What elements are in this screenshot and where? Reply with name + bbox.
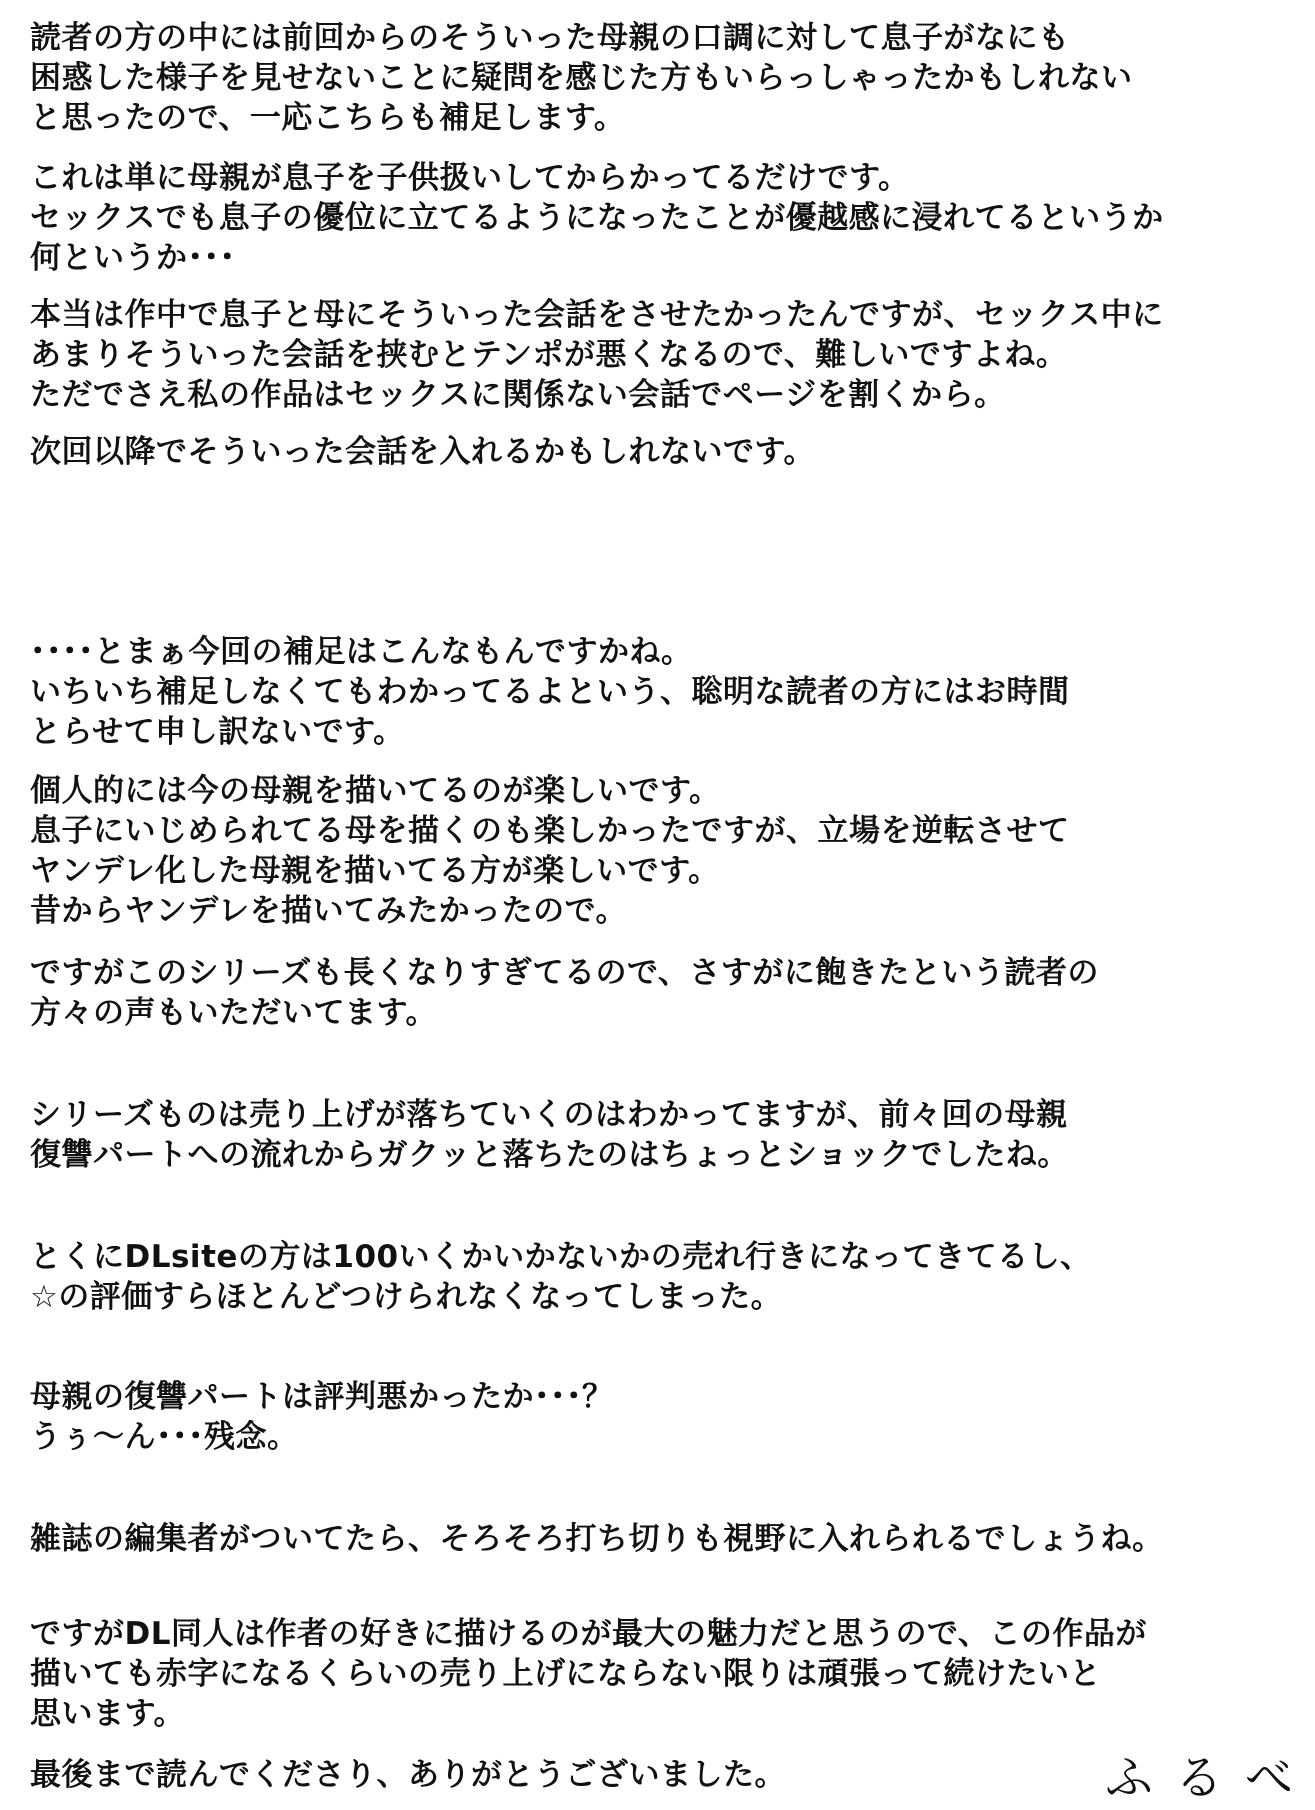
text-line: 昔からヤンデレを描いてみたかったので。 [30, 893, 627, 929]
paragraph-3 [30, 295, 1265, 415]
text-line: セックスでも息子の優位に立てるようになったことが優越感に浸れてるというか [30, 200, 1164, 236]
paragraph-13 [30, 1755, 1265, 1795]
text-line: 困惑した様子を見せないことに疑問を感じた方もいらっしゃったかもしれない [30, 60, 1133, 96]
text-line: 復讐パートへの流れからガクッと落ちたのはちょっとショックでしたね。 [30, 1137, 1069, 1173]
paragraph-7 [30, 953, 1265, 1033]
paragraph-8 [30, 1095, 1265, 1175]
text-line: 個人的には今の母親を描いてるのが楽しいです。 [30, 773, 721, 809]
text-line: 母親の復讐パートは評判悪かったか･･･？ [30, 1379, 614, 1415]
author-signature: ふるべ [1105, 1750, 1315, 1806]
text-line: 最後まで読んでくださり、ありがとうございました。 [30, 1757, 786, 1793]
text-line: 雑誌の編集者がついてたら、そろそろ打ち切りも視野に入れられるでしょうね。 [30, 1521, 1164, 1557]
text-line: 読者の方の中には前回からのそういった母親の口調に対して息子がなにも [30, 20, 1070, 56]
paragraph-9 [30, 1237, 1265, 1317]
text-line: と思ったので、一応こちらも補足します。 [30, 100, 626, 136]
text-line: あまりそういった会話を挟むとテンポが悪くなるので、難しいですよね。 [30, 337, 1068, 373]
text-line: ････とまぁ今回の補足はこんなもんですかね。 [30, 634, 693, 670]
text-line: ☆の評価すらほとんどつけられなくなってしまった。 [30, 1279, 783, 1315]
text-line: ですがこのシリーズも長くなりすぎてるので、さすがに飽きたという読者の [30, 955, 1099, 991]
text-line: ですがDL同人は作者の好きに描けるのが最大の魅力だと思うので、この作品が [30, 1616, 1147, 1652]
text-line: いちいち補足しなくてもわかってるよという、聡明な読者の方にはお時間 [30, 674, 1070, 710]
text-line: 本当は作中で息子と母にそういった会話をさせたかったんですが、セックス中に [30, 297, 1164, 333]
text-line: 息子にいじめられてる母を描くのも楽しかったですが、立場を逆転させて [30, 813, 1070, 849]
text-line: とらせて申し訳ないです。 [30, 714, 405, 750]
paragraph-11 [30, 1519, 1265, 1559]
paragraph-2 [30, 158, 1265, 278]
paragraph-1 [30, 18, 1265, 138]
paragraph-6 [30, 771, 1265, 931]
text-line: ただでさえ私の作品はセックスに関係ない会話でページを割くから。 [30, 377, 1006, 413]
text-line: うぅ～ん･･･残念。 [30, 1419, 299, 1455]
text-line: 次回以降でそういった会話を入れるかもしれないです。 [30, 434, 816, 470]
text-line: 何というか･･･ [30, 240, 236, 276]
text-line: とくにDLsiteの方は100いくかいかないかの売れ行きになってきてるし、 [30, 1239, 1092, 1275]
text-line: 方々の声もいただいてます。 [30, 995, 438, 1031]
text-line: これは単に母親が息子を子供扱いしてからかってるだけです。 [30, 160, 910, 196]
text-line: シリーズものは売り上げが落ちていくのはわかってますが、前々回の母親 [30, 1097, 1068, 1133]
paragraph-12 [30, 1614, 1265, 1734]
text-line: 描いても赤字になるくらいの売り上げにならない限りは頑張って続けたいと [30, 1656, 1101, 1692]
paragraph-10 [30, 1377, 1265, 1457]
text-line: ヤンデレ化した母親を描いてる方が楽しいです。 [30, 853, 720, 889]
paragraph-4 [30, 432, 1265, 472]
text-line: 思います。 [30, 1696, 186, 1732]
paragraph-5 [30, 632, 1265, 752]
